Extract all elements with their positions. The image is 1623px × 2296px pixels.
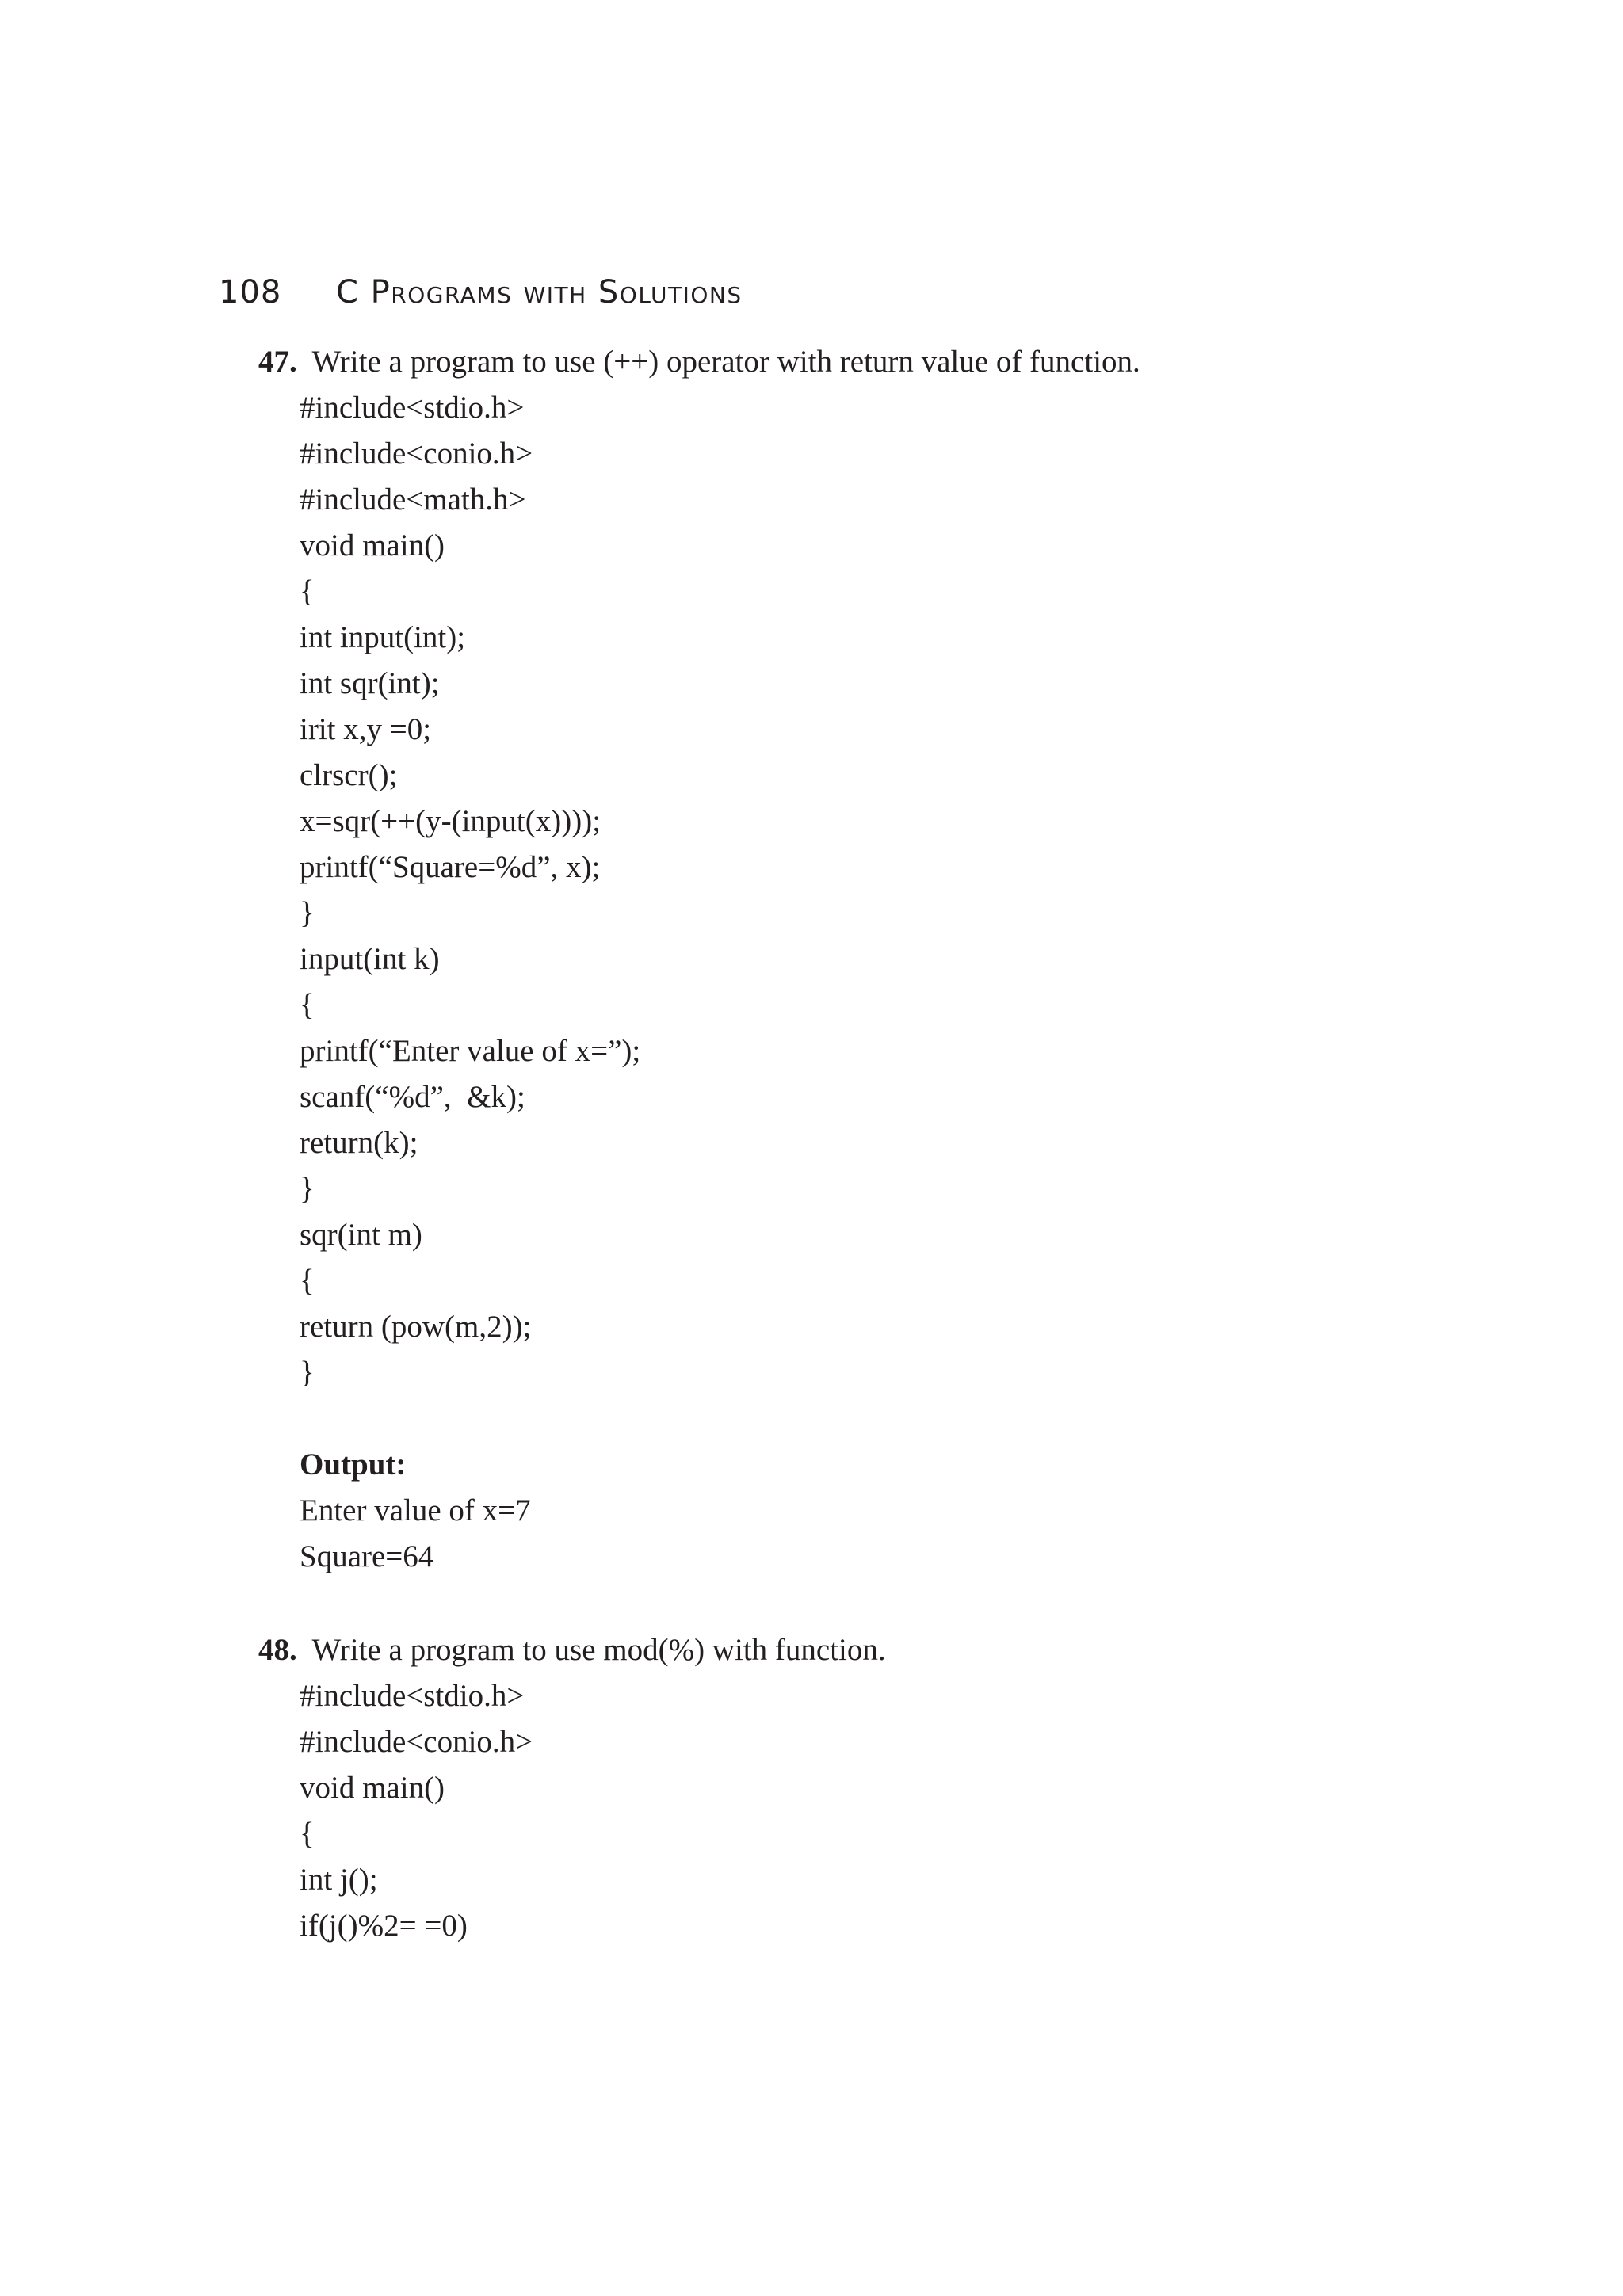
code-block — [300, 385, 1140, 1396]
code-block — [300, 1673, 886, 1949]
code-line: #include<stdio.h> — [300, 391, 525, 425]
question-heading — [258, 1627, 886, 1673]
code-line: { — [300, 574, 315, 608]
output-label: Output: — [300, 1447, 407, 1482]
running-head — [219, 274, 743, 322]
question-heading — [258, 339, 1140, 385]
code-line: sqr(int m) — [300, 1218, 422, 1252]
code-line: } — [300, 1356, 315, 1390]
question-text: Write a program to use (++) operator with return value of function. — [311, 345, 1140, 379]
code-line: } — [300, 896, 315, 930]
code-line: int input(int); — [300, 620, 466, 654]
question-number: 48. — [258, 1633, 297, 1667]
page-number: 108 — [219, 274, 282, 311]
question-48 — [258, 1627, 886, 1949]
code-line: printf(“Square=%d”, x); — [300, 850, 601, 884]
book-title: C Programs with Solutions — [336, 274, 743, 311]
code-line: if(j()%2= =0) — [300, 1909, 468, 1943]
code-line: scanf(“%d”, &k); — [300, 1080, 525, 1114]
code-line: { — [300, 988, 315, 1022]
output-block — [300, 1442, 1140, 1580]
code-line: #include<stdio.h> — [300, 1679, 525, 1713]
code-line: int j(); — [300, 1863, 378, 1897]
code-line: input(int k) — [300, 942, 440, 976]
question-text: Write a program to use mod(%) with function. — [311, 1633, 886, 1667]
output-line: Enter value of x=7 — [300, 1493, 531, 1527]
code-line: #include<math.h> — [300, 482, 526, 517]
code-line: void main() — [300, 1771, 445, 1805]
code-line: int sqr(int); — [300, 666, 440, 700]
question-number: 47. — [258, 345, 297, 379]
code-line: return(k); — [300, 1126, 418, 1160]
code-line: void main() — [300, 528, 445, 563]
question-47 — [258, 339, 1140, 1580]
code-line: #include<conio.h> — [300, 1725, 533, 1759]
code-line: #include<conio.h> — [300, 437, 533, 471]
code-line: irit x,y =0; — [300, 712, 432, 746]
code-line: { — [300, 1264, 315, 1298]
code-line: } — [300, 1172, 315, 1206]
code-line: printf(“Enter value of x=”); — [300, 1034, 641, 1068]
output-line: Square=64 — [300, 1539, 434, 1573]
code-line: clrscr(); — [300, 758, 398, 792]
code-line: { — [300, 1817, 315, 1851]
code-line: return (pow(m,2)); — [300, 1310, 532, 1344]
code-line: x=sqr(++(y-(input(x)))); — [300, 804, 601, 838]
